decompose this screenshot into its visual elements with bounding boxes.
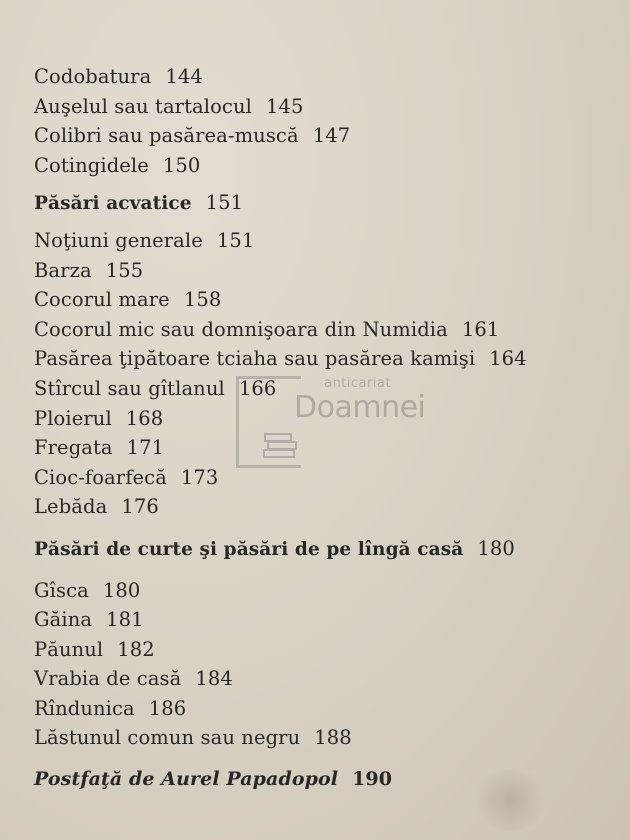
entry-title: Noţiuni generale: [34, 228, 203, 252]
entry-title: Codobatura: [34, 65, 152, 88]
spacer: [34, 753, 614, 765]
toc-entry: [34, 635, 614, 665]
section-page: 151: [205, 191, 244, 215]
section-page: 180: [477, 536, 515, 560]
entry-title: Gîsca: [34, 578, 89, 602]
toc-entry: [34, 605, 614, 635]
entry-page: 168: [125, 406, 164, 430]
watermark-big-text: Doamnei: [294, 390, 426, 425]
entry-page: 161: [461, 317, 500, 341]
toc-entry: [34, 92, 614, 122]
section-title: Păsări de curte şi păsări de pe lîngă casă: [34, 538, 464, 560]
watermark-small-text: anticariat: [324, 376, 392, 391]
toc-entry: [34, 226, 614, 256]
entry-page: 186: [148, 696, 187, 720]
section-heading-aquatic: [34, 188, 614, 218]
entry-page: 173: [180, 465, 219, 489]
postface-page: 190: [352, 768, 393, 791]
toc-entry: [34, 151, 614, 181]
entry-title: Auşelul sau tartalocul: [34, 94, 252, 118]
entry-page: 155: [105, 258, 144, 282]
entry-page: 158: [183, 288, 222, 312]
entry-page: 166: [238, 376, 277, 400]
entry-title: Barza: [34, 258, 92, 282]
toc-entry: [34, 121, 614, 151]
entry-title: Rîndunica: [34, 696, 135, 720]
toc-entry: [34, 694, 614, 724]
toc-entry: [34, 285, 614, 315]
entry-page: 180: [102, 578, 141, 602]
books-icon: [262, 432, 302, 460]
entry-title: Lebăda: [34, 495, 108, 519]
toc-entry: [34, 256, 614, 286]
entry-title: Lăstunul comun sau negru: [34, 726, 301, 750]
entry-title: Fregata: [34, 436, 113, 460]
entry-page: 144: [165, 65, 203, 88]
watermark-logo: [236, 376, 426, 464]
page-shadow: [470, 770, 550, 830]
section-title: Păsări acvatice: [34, 193, 192, 215]
entry-page: 151: [216, 228, 255, 252]
entry-page: 145: [265, 94, 304, 118]
toc-entry: [34, 664, 614, 694]
toc-entry: [34, 723, 614, 753]
entry-title: Cotingidele: [34, 153, 149, 177]
entry-page: 147: [312, 124, 351, 148]
entry-page: 150: [162, 153, 201, 177]
entry-page: 171: [126, 436, 165, 460]
spacer: [34, 180, 614, 188]
entry-title: Stîrcul sau gîtlanul: [34, 376, 225, 400]
section-heading-poultry: [34, 534, 614, 564]
toc-entry: [34, 576, 614, 606]
toc-entry: [34, 463, 614, 493]
entry-title: Colibri sau pasărea-muscă: [34, 124, 299, 148]
spacer: [34, 564, 614, 576]
entry-title: Ploierul: [34, 406, 112, 430]
spacer: [34, 218, 614, 226]
entry-title: Vrabia de casă: [34, 667, 182, 691]
entry-title: Cocorul mic sau domnişoara din Numidia: [34, 317, 448, 341]
entry-title: Păunul: [34, 637, 104, 661]
toc-entry: [34, 315, 614, 345]
entry-title: Găina: [34, 608, 93, 632]
toc-entry: [34, 62, 614, 92]
entry-page: 182: [117, 637, 155, 661]
entry-page: 181: [106, 608, 144, 632]
toc-entry: [34, 492, 614, 522]
entry-page: 164: [489, 347, 527, 371]
entry-title: Cioc-foarfecă: [34, 465, 167, 489]
spacer: [34, 522, 614, 534]
postface-title: Postfaţă de Aurel Papadopol: [34, 768, 339, 791]
entry-title: Cocorul mare: [34, 288, 170, 312]
entry-page: 188: [314, 726, 352, 750]
entry-page: 184: [195, 667, 233, 691]
entry-page: 176: [121, 495, 159, 519]
entry-title: Pasărea ţipătoare tciaha sau pasărea kamişi: [34, 347, 476, 371]
toc-entry: [34, 344, 614, 374]
